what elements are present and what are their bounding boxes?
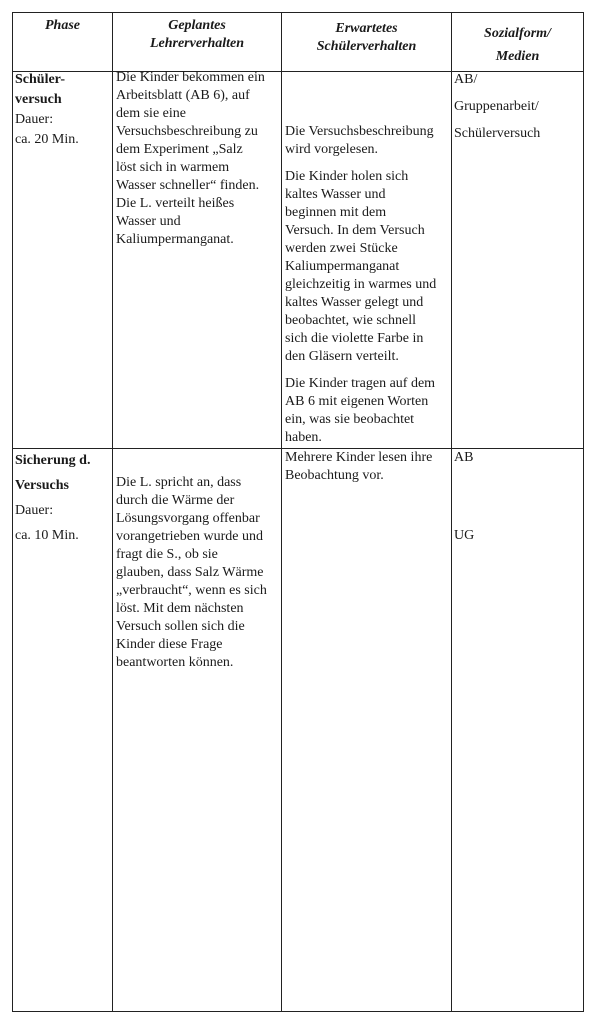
row1-teacher-line: Die Kinder bekommen ein — [116, 70, 265, 85]
row1-teacher-line: löst sich in warmem — [116, 160, 230, 175]
row2-teacher-line: Kinder diese Frage — [116, 637, 223, 652]
row1-teacher-line: dem Experiment „Salz — [116, 142, 243, 157]
table-border-top — [12, 12, 584, 13]
row2-phase-title: Versuchs — [15, 478, 69, 493]
row2-student-cell — [285, 449, 451, 485]
header-student-line: Erwartetes — [335, 21, 398, 36]
row1-student-line: wird vorgelesen. — [285, 142, 379, 157]
row1-student-line: beginnen mit dem — [285, 205, 387, 220]
row2-duration-label: Dauer: — [15, 503, 54, 518]
header-student-line: Schülerverhalten — [316, 39, 417, 54]
row1-student-line: sich die violette Farbe in — [285, 331, 424, 346]
header-teacher-line: Geplantes — [168, 18, 226, 33]
row1-student-line: ein, was sie beobachtet — [285, 412, 415, 427]
row1-teacher-line: Kaliumpermanganat. — [116, 232, 234, 247]
row1-student-line: werden zwei Stücke — [285, 241, 398, 256]
row2-teacher-cell — [116, 474, 281, 672]
row1-teacher-line: Wasser schneller“ finden. — [116, 178, 260, 193]
row1-student-line: Die Kinder tragen auf dem — [285, 376, 436, 391]
column-divider-3 — [451, 12, 452, 1012]
row2-teacher-line: „verbraucht“, wenn es sich — [116, 583, 267, 598]
row1-phase-title: Schüler- — [15, 72, 66, 87]
row1-student-line: den Gläsern verteilt. — [285, 349, 399, 364]
row2-teacher-line: vorangetrieben wurde und — [116, 529, 263, 544]
row2-teacher-line: durch die Wärme der — [116, 493, 235, 508]
header-social — [452, 22, 583, 68]
row1-social-cell — [454, 71, 582, 143]
row1-phase-title: versuch — [15, 92, 62, 107]
row2-phase-cell — [15, 448, 110, 548]
row2-teacher-line: glauben, dass Salz Wärme — [116, 565, 264, 580]
row1-student-line: AB 6 mit eigenen Worten — [285, 394, 429, 409]
row2-social-cell — [454, 449, 582, 545]
row1-social-item: Gruppenarbeit/ — [454, 99, 539, 114]
row2-social-item: AB — [454, 450, 474, 465]
table-border-left — [12, 12, 13, 1012]
row1-phase-cell — [15, 70, 110, 150]
header-social-line: Sozialform/ — [484, 26, 551, 41]
header-student — [282, 20, 451, 56]
row1-teacher-line: Versuchsbeschreibung zu — [116, 124, 258, 139]
row1-teacher-line: Wasser und — [116, 214, 181, 229]
header-teacher — [113, 17, 281, 53]
row1-student-line: haben. — [285, 430, 322, 445]
row1-student-line: gleichzeitig in warmes und — [285, 277, 437, 292]
row1-teacher-line: Die L. verteilt heißes — [116, 196, 235, 211]
header-phase-label: Phase — [45, 18, 80, 33]
row1-teacher-cell — [116, 69, 281, 249]
row2-student-line: Beobachtung vor. — [285, 468, 384, 483]
header-teacher-line: Lehrerverhalten — [149, 36, 245, 51]
row1-student-line: Kaliumpermanganat — [285, 259, 400, 274]
row1-student-line: kaltes Wasser und — [285, 187, 386, 202]
row2-teacher-line: löst. Mit dem nächsten — [116, 601, 244, 616]
row2-teacher-line: beantworten können. — [116, 655, 234, 670]
row2-phase-title: Sicherung d. — [15, 453, 91, 468]
table-border-right — [583, 12, 584, 1012]
row1-duration-value: ca. 20 Min. — [15, 132, 79, 147]
table-border-bottom — [12, 1011, 584, 1012]
row1-student-line: beobachtet, wie schnell — [285, 313, 417, 328]
row1-student-line: kaltes Wasser gelegt und — [285, 295, 424, 310]
row2-teacher-line: Die L. spricht an, dass — [116, 475, 242, 490]
row1-teacher-line: dem sie eine — [116, 106, 186, 121]
row1-teacher-line: Arbeitsblatt (AB 6), auf — [116, 88, 250, 103]
row2-social-item: UG — [454, 528, 475, 543]
row1-social-item: Schülerversuch — [454, 126, 541, 141]
row2-teacher-line: fragt die S., ob sie — [116, 547, 218, 562]
row1-student-line: Die Kinder holen sich — [285, 169, 409, 184]
row2-teacher-line: Lösungsvorgang offenbar — [116, 511, 260, 526]
column-divider-1 — [112, 12, 113, 1012]
header-social-line: Medien — [495, 49, 540, 64]
row2-student-line: Mehrere Kinder lesen ihre — [285, 450, 433, 465]
row1-social-item: AB/ — [454, 72, 478, 87]
row1-student-line: Die Versuchsbeschreibung — [285, 124, 434, 139]
header-phase — [13, 17, 112, 35]
row1-student-cell — [285, 123, 451, 447]
row1-duration-label: Dauer: — [15, 112, 54, 127]
column-divider-2 — [281, 12, 282, 1012]
row2-duration-value: ca. 10 Min. — [15, 528, 79, 543]
row2-teacher-line: Versuch sollen sich die — [116, 619, 245, 634]
row1-student-line: Versuch. In dem Versuch — [285, 223, 425, 238]
